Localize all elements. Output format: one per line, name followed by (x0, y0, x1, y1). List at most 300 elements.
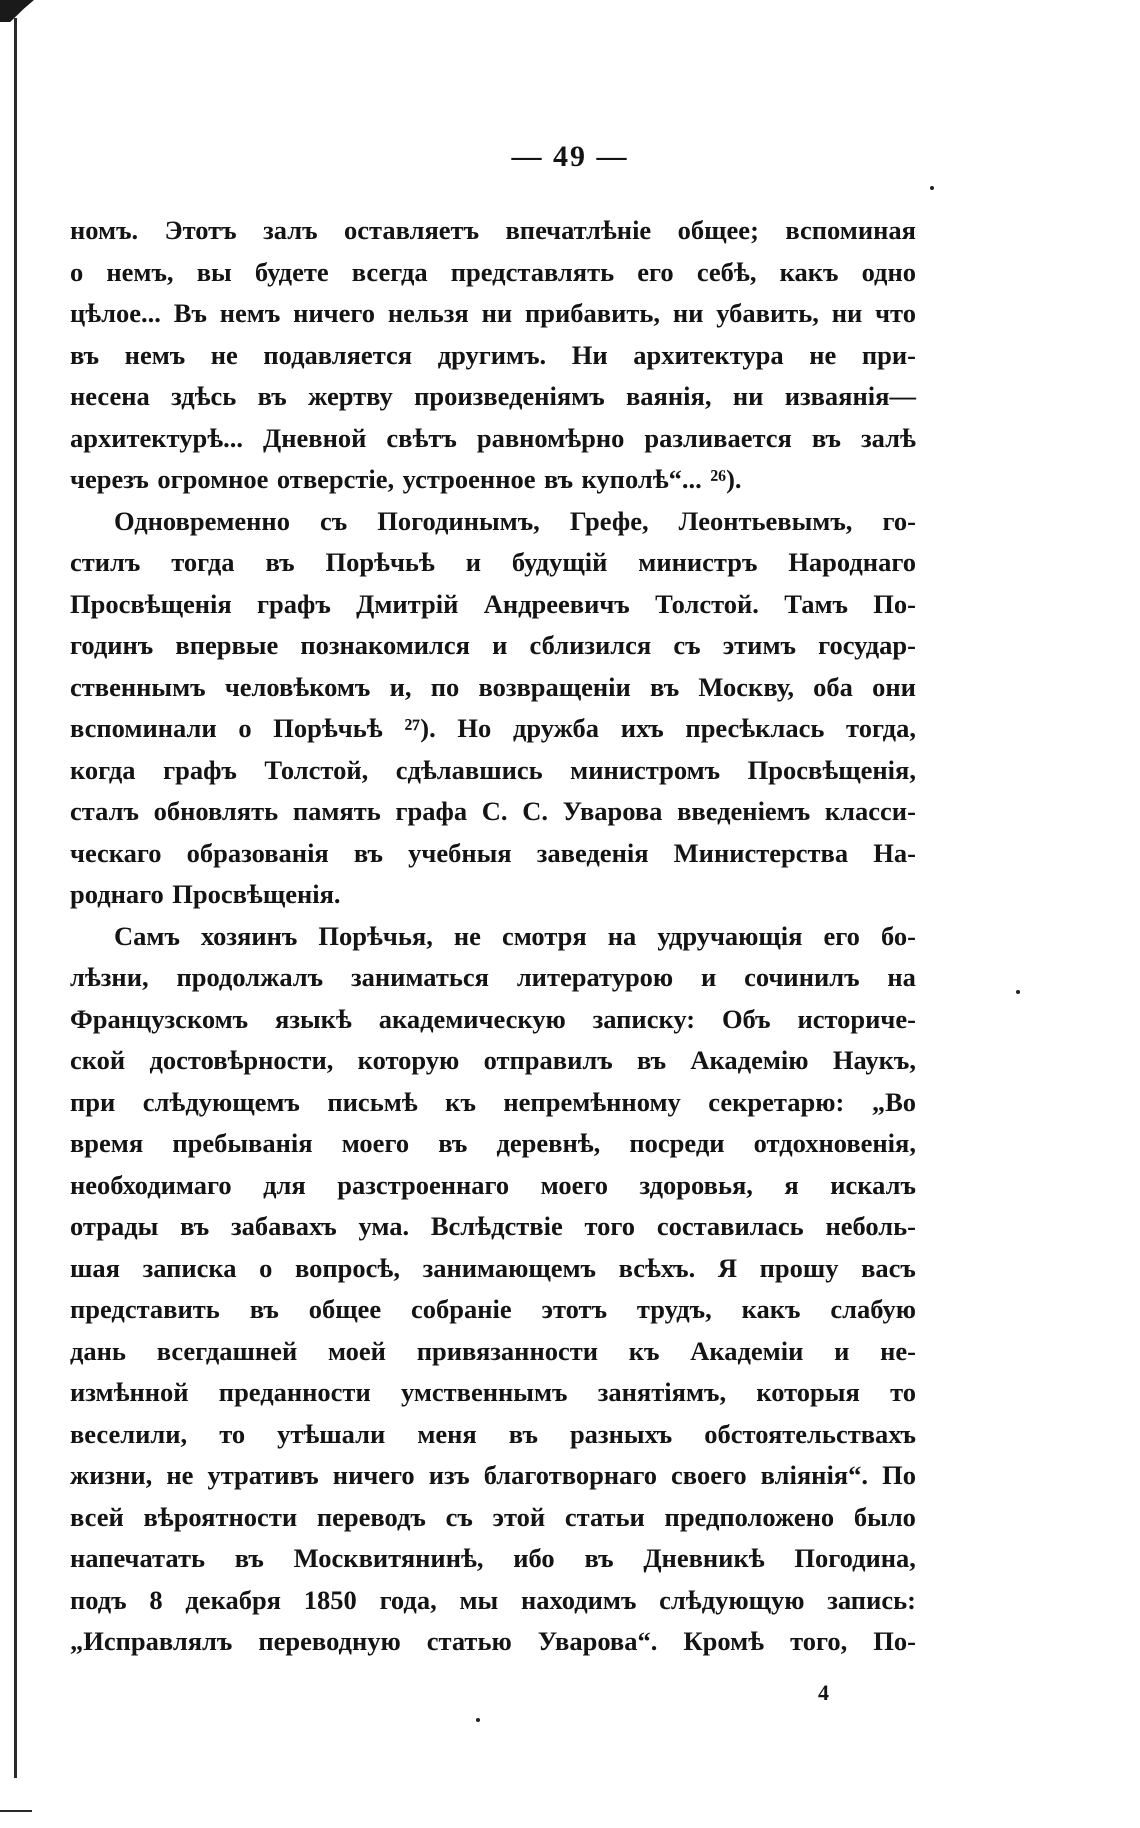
word: меня (417, 1418, 477, 1449)
word: немъ (219, 298, 281, 328)
word: ни (831, 298, 863, 328)
word: класси- (824, 796, 916, 826)
word: Дневникѣ (643, 1543, 765, 1573)
word: секретарю: (708, 1086, 845, 1117)
word: Порѣчьѣ (325, 547, 435, 577)
word: Москвитянинѣ, (293, 1543, 484, 1573)
text-line (70, 584, 916, 626)
word: моего (540, 1169, 608, 1200)
word: Андреевичъ (483, 588, 630, 619)
word: Тамъ (784, 588, 848, 619)
text-line (70, 1040, 916, 1082)
word: въ (257, 381, 287, 411)
word: равномѣрно (476, 422, 625, 453)
word: убавить, (716, 298, 819, 328)
text-line (70, 957, 916, 999)
word: этой (492, 1501, 546, 1532)
word: лѣзни, (70, 962, 149, 992)
word: общее; (677, 215, 759, 245)
text-line (70, 1621, 916, 1663)
word: 8 (149, 1584, 163, 1615)
word: Уварова“. (537, 1626, 658, 1656)
word: на (607, 920, 637, 951)
text-line (70, 1414, 916, 1456)
word: слѣдующемъ (142, 1086, 300, 1117)
word: жизни, (70, 1460, 153, 1490)
word: въ (438, 1128, 468, 1158)
word: своего (671, 1460, 747, 1490)
word: номъ. (70, 215, 139, 245)
word: впечатлѣніе (505, 215, 652, 245)
word: вы (196, 256, 232, 287)
word: тогда (171, 547, 235, 577)
page-number: — 49 — (511, 140, 629, 173)
word: не (166, 1460, 194, 1490)
word: для (263, 1169, 306, 1200)
word: дань (70, 1335, 126, 1366)
word: отрады (70, 1211, 159, 1241)
text-line (70, 833, 916, 875)
word: утративъ (207, 1460, 319, 1490)
word: не- (880, 1335, 916, 1366)
text-line (70, 708, 916, 750)
body-text (70, 210, 916, 1663)
word: ческаго (70, 837, 162, 868)
word: Дмитрій (356, 588, 459, 619)
word: Наукъ, (832, 1045, 916, 1075)
text-line (70, 459, 916, 501)
word: вліянія“. (760, 1460, 869, 1490)
text-line (70, 376, 916, 418)
signature-mark: 4 (818, 1680, 829, 1705)
word: На- (873, 837, 916, 868)
word: было (853, 1501, 916, 1532)
word: къ (445, 1086, 476, 1117)
word: смотря (501, 920, 587, 951)
word: пресѣклась (685, 713, 825, 743)
word: всегда (351, 256, 428, 287)
word: благотворнаго (483, 1460, 657, 1490)
word: въ (70, 339, 100, 370)
word: и, (389, 671, 412, 702)
word: не (809, 339, 837, 370)
word: Этотъ (164, 215, 237, 245)
word: устроенное (402, 464, 536, 494)
scan-speck (1016, 990, 1020, 994)
word: разныхъ (569, 1418, 673, 1449)
word: 1850 (303, 1584, 357, 1615)
word: не (210, 339, 238, 370)
text-line (70, 999, 916, 1041)
word: статью (426, 1626, 512, 1656)
word: въ (249, 1294, 279, 1324)
word: цѣлое... (70, 298, 161, 328)
text-line (70, 1082, 916, 1124)
word: всей (70, 1501, 124, 1532)
word: немъ, (106, 256, 174, 287)
word: какъ (779, 256, 839, 287)
word: немъ (124, 339, 186, 370)
word: и (492, 630, 508, 660)
word: на (887, 962, 916, 992)
word: непремѣнному (503, 1086, 681, 1117)
word: и (465, 547, 481, 577)
word: слѣдующую (659, 1584, 805, 1615)
word: обновлять (153, 796, 279, 826)
word: ничего (293, 298, 375, 328)
word: измѣнной (70, 1377, 189, 1407)
word: ни (672, 298, 704, 328)
scan-edge-left (14, 18, 17, 1778)
word: будущій (511, 547, 608, 577)
word: го- (882, 505, 916, 536)
word: занимающемъ (422, 1252, 597, 1283)
word: въ (234, 1543, 264, 1573)
word: заниматься (350, 962, 489, 992)
word: представлять (450, 256, 615, 287)
word: вѣроятности (143, 1501, 298, 1532)
word: возвращеніи (478, 671, 631, 702)
word: мы (459, 1584, 499, 1615)
word: литературою (516, 962, 674, 992)
text-line (70, 1497, 916, 1539)
word: Москву, (698, 671, 794, 702)
word: заведенія (536, 837, 649, 868)
word: оставляетъ (344, 215, 480, 245)
word: при (70, 1086, 116, 1117)
word: записка (142, 1252, 237, 1283)
word: собраніе (410, 1294, 512, 1324)
word: время (70, 1128, 144, 1158)
word: Академіи (690, 1335, 804, 1366)
word: его (637, 256, 674, 287)
text-line (70, 916, 916, 958)
word: тогда, (846, 713, 916, 743)
text-line (70, 1123, 916, 1165)
word: изъ (428, 1460, 470, 1490)
word: того (584, 1211, 636, 1241)
word: отправилъ (483, 1045, 613, 1075)
word: въ (353, 837, 384, 868)
word: ни (481, 298, 513, 328)
word: о (259, 1252, 273, 1283)
word: вспоминали (70, 713, 217, 743)
word: сдѣлавшись (395, 754, 543, 785)
word: по (430, 671, 460, 702)
word: и (701, 962, 717, 992)
word: его (823, 920, 860, 951)
word: ²⁷). (404, 713, 436, 743)
text-line (70, 1580, 916, 1622)
word: того, (790, 1626, 848, 1656)
text-line (70, 1165, 916, 1207)
word: По (882, 1460, 916, 1490)
word: и (834, 1335, 850, 1366)
word: ни (732, 381, 764, 411)
word: подъ (70, 1584, 127, 1615)
word: архитектура (633, 339, 784, 370)
word: въ (584, 1543, 614, 1573)
word: вспоминая (785, 215, 916, 245)
word: По- (873, 1626, 916, 1656)
word: языкѣ (274, 1003, 352, 1034)
word: статьи (564, 1501, 645, 1532)
word: образованія (186, 837, 329, 868)
word: введеніемъ (677, 796, 811, 826)
word: этотъ (541, 1294, 608, 1324)
word: сталъ (70, 796, 139, 826)
word: обстоятельствахъ (704, 1418, 916, 1449)
word: жертву (308, 381, 393, 411)
word: въ (180, 1211, 210, 1241)
word: хозяинъ (200, 920, 298, 951)
word: залѣ (861, 422, 916, 453)
word: здоровья, (639, 1169, 753, 1200)
word: года, (379, 1584, 437, 1615)
word: васъ (861, 1252, 916, 1283)
text-line (70, 252, 916, 294)
word: „Во (871, 1086, 916, 1117)
word: залъ (263, 215, 318, 245)
word: не (453, 920, 481, 951)
word: при- (861, 339, 916, 370)
word: къ (628, 1335, 660, 1366)
word: роднаго (70, 879, 164, 909)
word: всегдашней (156, 1335, 298, 1366)
word: находимъ (520, 1584, 637, 1615)
word: съ (320, 505, 348, 536)
text-line (70, 210, 916, 252)
word: графъ (163, 754, 237, 785)
word: Погодинымъ, (377, 505, 540, 536)
word: напечатать (70, 1543, 205, 1573)
word: память (292, 796, 381, 826)
word: переводъ (316, 1501, 426, 1532)
word: Но (457, 713, 492, 743)
word: пребыванія (172, 1128, 313, 1158)
word: Одновременно (114, 505, 290, 536)
word: предположено (664, 1501, 835, 1532)
word: изваянія— (784, 381, 916, 411)
word: ваянія, (626, 381, 712, 411)
word: которыя (756, 1377, 860, 1407)
word: въ (811, 422, 842, 453)
word: которую (357, 1045, 460, 1075)
word: умственнымъ (400, 1377, 568, 1407)
word: несена (70, 381, 150, 411)
word: Толстой, (264, 754, 369, 785)
word: Просвѣщенія, (747, 754, 916, 785)
word: произведеніямъ (414, 381, 605, 411)
word: С. (522, 796, 548, 826)
scan-edge-top (0, 0, 34, 22)
word: въ (265, 547, 295, 577)
word: посреди (629, 1128, 725, 1158)
word: ственнымъ (70, 671, 206, 702)
word: графъ (257, 588, 331, 619)
word: Погодина, (794, 1543, 916, 1573)
word: то (890, 1377, 916, 1407)
word: нельзя (387, 298, 469, 328)
word: подавляется (263, 339, 413, 370)
text-line (70, 1331, 916, 1373)
word: что (875, 298, 916, 328)
word: одно (861, 256, 916, 287)
word: прошу (759, 1252, 839, 1283)
word: ²⁶). (710, 464, 742, 494)
text-line (70, 1455, 916, 1497)
word: достовѣрности, (149, 1045, 334, 1075)
word: Толстой. (655, 588, 759, 619)
word: оба (813, 671, 853, 702)
word: Грефе, (569, 505, 649, 536)
word: составилась (656, 1211, 804, 1241)
word: переводную (258, 1626, 401, 1656)
word: Дневной (263, 422, 367, 453)
word: моего (341, 1128, 410, 1158)
word: занятіямъ, (597, 1377, 727, 1407)
word: Я (717, 1252, 737, 1283)
word: ума. (358, 1211, 410, 1241)
word: Леонтьевымъ, (678, 505, 853, 536)
word: Кромѣ (683, 1626, 765, 1656)
word: Просвѣщенія. (172, 879, 341, 909)
scan-edge-bottom (0, 1810, 32, 1812)
word: деревнѣ, (496, 1128, 601, 1158)
word: впервые (175, 630, 279, 660)
text-line (70, 418, 916, 460)
word: прибавить, (524, 298, 660, 328)
text-line (70, 542, 916, 584)
word: дружба (512, 713, 600, 743)
text-line (70, 667, 916, 709)
word: Объ (721, 1003, 771, 1034)
word: какъ (741, 1294, 801, 1324)
word: здѣсь (171, 381, 237, 411)
word: сблизился (529, 630, 652, 660)
word: забавахъ (231, 1211, 337, 1241)
word: министромъ (570, 754, 721, 785)
word: утѣшали (277, 1418, 386, 1449)
word: съ (445, 1501, 473, 1532)
text-line (70, 1372, 916, 1414)
word: о (70, 256, 84, 287)
word: этимъ (722, 630, 796, 660)
word: общее (308, 1294, 382, 1324)
word: человѣкомъ (224, 671, 371, 702)
text-line (70, 335, 916, 377)
word: По- (873, 588, 916, 619)
word: въ (543, 464, 574, 494)
word: преданности (218, 1377, 371, 1407)
word: веселили, (70, 1418, 188, 1449)
word: то (219, 1418, 246, 1449)
text-line (70, 750, 916, 792)
word: учебныя (408, 837, 512, 868)
word: въ (650, 671, 680, 702)
word: о (238, 713, 252, 743)
word: Министерства (673, 837, 849, 868)
word: будете (254, 256, 329, 287)
word: разливается (644, 422, 792, 453)
word: Въ (173, 298, 207, 328)
text-line (70, 1289, 916, 1331)
word: Народнаго (788, 547, 916, 577)
word: отверстіе, (276, 464, 395, 494)
word: Вслѣдствіе (430, 1211, 563, 1241)
word: другимъ. (437, 339, 547, 370)
word: черезъ (70, 464, 149, 494)
word: представить (70, 1294, 220, 1324)
word: архитектурѣ... (70, 422, 243, 453)
word: разстроеннаго (337, 1169, 510, 1200)
word: они (872, 671, 916, 702)
scan-speck (476, 1718, 480, 1722)
word: запись: (827, 1584, 916, 1615)
word: неболь- (825, 1211, 916, 1241)
word: трудъ, (636, 1294, 712, 1324)
word: академическую (378, 1003, 566, 1034)
word: слабую (830, 1294, 916, 1324)
word: историче- (797, 1003, 916, 1034)
word: въ (637, 1045, 667, 1075)
word: искалъ (830, 1169, 916, 1200)
word: сочинилъ (744, 962, 860, 992)
text-line (70, 1248, 916, 1290)
word: ской (70, 1045, 126, 1075)
word: познакомился (300, 630, 470, 660)
word: Порѣчья, (318, 920, 433, 951)
word: привязанности (416, 1335, 599, 1366)
word: ничего (332, 1460, 415, 1490)
word: въ (508, 1418, 538, 1449)
text-line (70, 501, 916, 543)
text-line (70, 1206, 916, 1248)
word: съ (673, 630, 701, 660)
word: записку: (592, 1003, 696, 1034)
word: „Исправлялъ (70, 1626, 233, 1656)
word: Просвѣщенія (70, 588, 232, 619)
word: Самъ (114, 920, 180, 951)
word: государ- (818, 630, 916, 660)
word: продолжалъ (176, 962, 324, 992)
word: необходимаго (70, 1169, 232, 1200)
text-line (70, 791, 916, 833)
word: министръ (638, 547, 758, 577)
word: Порѣчьѣ (273, 713, 383, 743)
word: вопросѣ, (295, 1252, 400, 1283)
word: Ни (571, 339, 608, 370)
text-line (70, 874, 916, 916)
word: письмѣ (327, 1086, 418, 1117)
word: я (784, 1169, 799, 1200)
word: Уварова (562, 796, 663, 826)
word: огромное (157, 464, 269, 494)
scan-speck (930, 186, 934, 190)
word: бо- (880, 920, 916, 951)
word: шая (70, 1252, 120, 1283)
word: ибо (513, 1543, 555, 1573)
word: стилъ (70, 547, 141, 577)
word: свѣтъ (386, 422, 457, 453)
word: удручающія (657, 920, 803, 951)
text-line (70, 293, 916, 335)
word: С. (481, 796, 508, 826)
text-line (70, 1538, 916, 1580)
word: отдохновенія, (753, 1128, 916, 1158)
word: всѣхъ. (618, 1252, 696, 1283)
word: Академію (690, 1045, 809, 1075)
